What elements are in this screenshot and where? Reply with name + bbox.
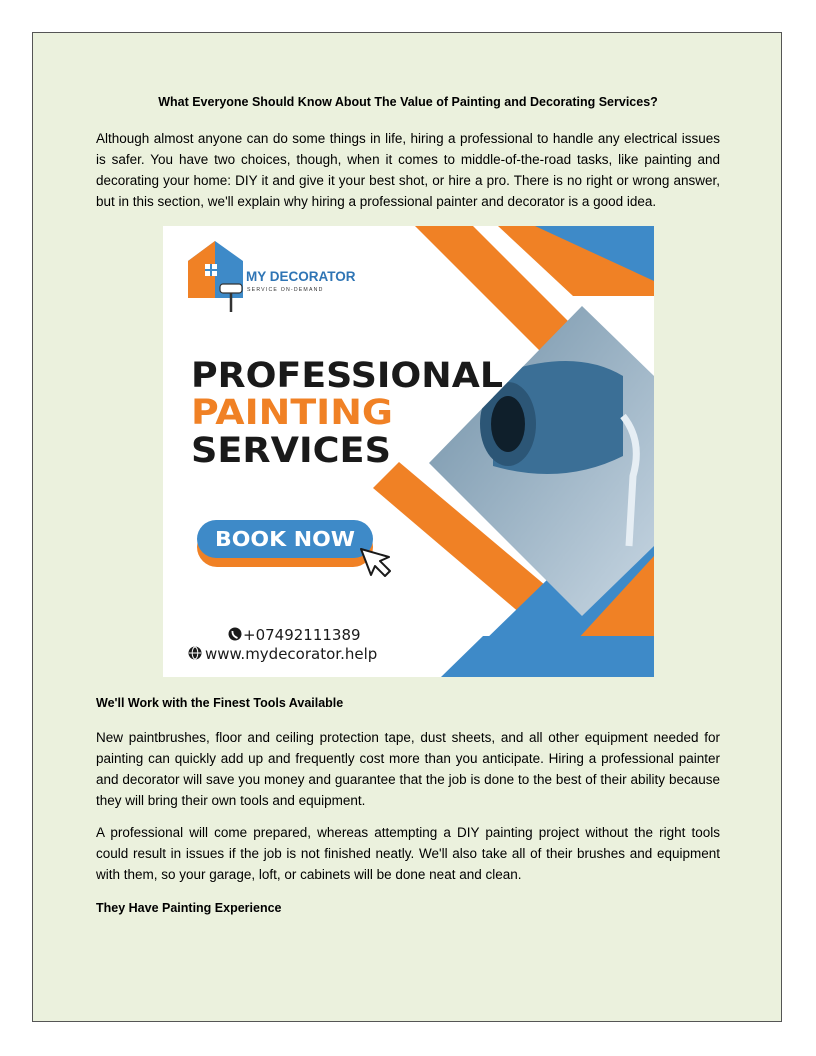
- headline-line-3: SERVICES: [191, 431, 391, 471]
- intro-paragraph: Although almost anyone can do some things in life, hiring a professional to handle any electrical issues is safer. You have two choices, though, when it comes to middle-of-the-road tasks, like painting and decorating your home: DIY it and give it your best shot, or hire a pro. There is no right or wrong answer, but in this section, we'll explain why hiring a professional painter and decorator is a good idea.: [96, 131, 720, 209]
- website-url: www.mydecorator.help: [205, 645, 378, 663]
- headline-line-1: PROFESSIONAL: [191, 356, 503, 396]
- logo-tagline: SERVICE ON-DEMAND: [247, 287, 324, 293]
- advert-banner: [163, 226, 654, 677]
- tools-paragraph-1: New paintbrushes, floor and ceiling protection tape, dust sheets, and all other equipment needed for painting can quickly add up and frequently cost more than you anticipate. Hiring a professional painter and decorator will save you money and guarantee that the job is done to the best of their ability because they will bring their own tools and equipment.: [96, 730, 720, 808]
- book-now-label: BOOK NOW: [215, 527, 355, 551]
- page-title: What Everyone Should Know About The Value of Painting and Decorating Services?: [158, 95, 658, 109]
- brand-logo: [183, 236, 356, 316]
- book-now-button[interactable]: [197, 520, 373, 567]
- headline-line-2: PAINTING: [191, 393, 393, 433]
- phone-contact: [229, 626, 361, 644]
- phone-icon: [229, 628, 242, 641]
- section-heading-experience: They Have Painting Experience: [96, 901, 282, 915]
- phone-number: +07492111389: [243, 626, 361, 644]
- website-contact: [189, 645, 378, 663]
- section-heading-tools: We'll Work with the Finest Tools Available: [96, 696, 344, 710]
- logo-name: MY DECORATOR: [246, 269, 356, 284]
- tools-paragraph-2: A professional will come prepared, whereas attempting a DIY painting project without the right tools could result in issues if the job is not finished neatly. We'll also take all of their brushes and equipment with them, so your garage, loft, or cabinets will be done neat and clean.: [96, 825, 720, 882]
